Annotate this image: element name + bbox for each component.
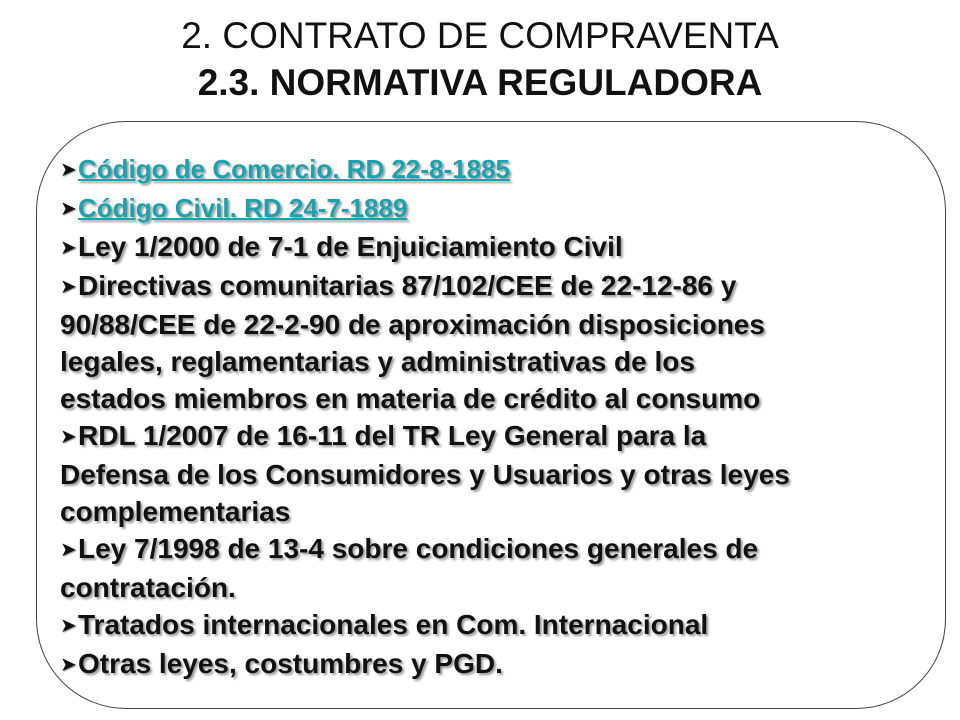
arrowhead-bullet-icon: ➤ <box>60 426 77 448</box>
list-item-text: Directivas comunitarias 87/102/CEE de 22-12-86 y <box>78 270 737 301</box>
list-item <box>60 645 910 684</box>
link-codigo-comercio[interactable]: Código de Comercio. RD 22-8-1885 <box>78 154 510 184</box>
arrowhead-bullet-icon: ➤ <box>60 276 77 298</box>
list-item <box>60 150 910 189</box>
list-item-text: Ley 1/2000 de 7-1 de Enjuiciamiento Civil <box>78 231 623 262</box>
list-item-text: estados miembros en materia de crédito al consumo <box>60 383 761 414</box>
list-item-text: contratación. <box>60 572 236 603</box>
list-item-text: Otras leyes, costumbres y PGD. <box>78 648 503 679</box>
list-item <box>60 606 910 645</box>
list-item <box>60 189 910 228</box>
arrowhead-bullet-icon: ➤ <box>60 615 77 637</box>
list-item <box>60 417 910 530</box>
bullet-list <box>60 150 910 684</box>
arrowhead-bullet-icon: ➤ <box>60 237 77 259</box>
list-item-text: Tratados internacionales en Com. Internacional <box>78 609 709 640</box>
slide-title-block <box>0 14 960 105</box>
slide-title: 2. CONTRATO DE COMPRAVENTA <box>181 15 779 56</box>
list-item <box>60 267 910 417</box>
slide-subtitle: 2.3. NORMATIVA REGULADORA <box>197 62 763 103</box>
arrowhead-bullet-icon: ➤ <box>60 198 77 220</box>
list-item-text: complementarias <box>60 496 291 527</box>
list-item-text: Ley 7/1998 de 13-4 sobre condiciones generales de <box>78 533 759 564</box>
list-item <box>60 228 910 267</box>
arrowhead-bullet-icon: ➤ <box>60 654 77 676</box>
list-item-text: legales, reglamentarias y administrativas de los <box>60 346 695 377</box>
list-item-text: RDL 1/2007 de 16-11 del TR Ley General para la <box>78 420 707 451</box>
list-item <box>60 530 910 606</box>
link-codigo-civil[interactable]: Código Civil. RD 24-7-1889 <box>78 193 408 223</box>
list-item-text: 90/88/CEE de 22-2-90 de aproximación disposiciones <box>60 309 765 340</box>
arrowhead-bullet-icon: ➤ <box>60 159 77 181</box>
list-item-text: Defensa de los Consumidores y Usuarios y otras leyes <box>60 459 790 490</box>
arrowhead-bullet-icon: ➤ <box>60 539 77 561</box>
